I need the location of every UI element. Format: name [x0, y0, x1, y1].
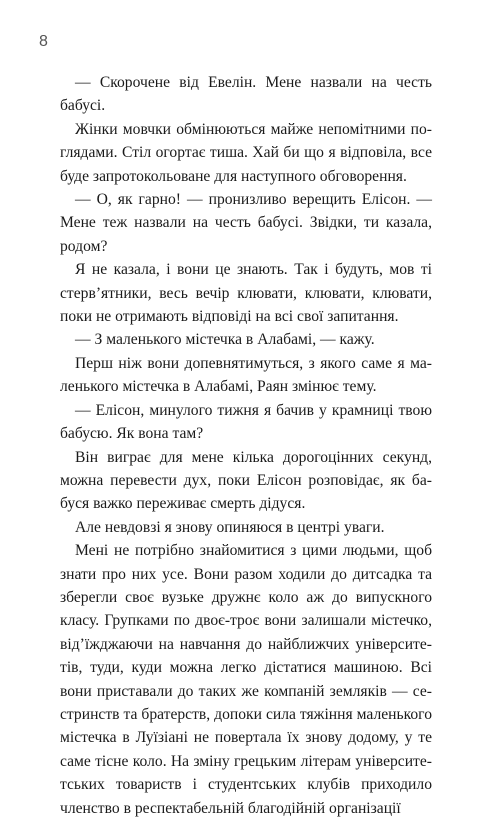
paragraph-9: Але невдовзі я знову опиняюся в центрі уваги. — [75, 518, 385, 536]
paragraph-7: — Елісон, минулого тижня я бачив у крамниці твою бабусю. Як вона там? — [60, 401, 432, 443]
paragraph-8: Він виграє для мене кілька дорогоцінних секунд, можна перевести дух, поки Елісон розповідає, як бабуся важко переживає смерть дідуся. — [60, 448, 432, 513]
paragraph-10: Мені не потрібно знайомитися з цими людьми, щоб знати про них усе. Вони разом ходили до дитсадка та зберегли своє вузьке дружнє коло аж до випускного класу. Групками по двоє-троє вони залишали містечко, від’їжджаючи на навчання до найближчих університетів, туди, куди можна легко дістатися машиною. Всі вони приставали до таких же компаній земляків — сестринств та братерств, допоки сила тяжіння маленького містечка в Луїзіані не повертала їх знову додому, у те саме тісне коло. На зміну грецьким літерам університетських товариств і студентських клубів приходило членство в респектабельній благодійній організації — [60, 542, 432, 817]
paragraph-6: Перш ніж вони допевнятимуться, з якого саме я маленького містечка в Алабамі, Раян змінює тему. — [60, 354, 432, 396]
paragraph-2: Жінки мовчки обмінюються майже непомітними поглядами. Стіл огортає тиша. Хай би що я відповіла, все буде запротокольоване для наступного обговорення. — [60, 120, 432, 185]
paragraph-1: — Скорочене від Евелін. Мене назвали на честь бабусі. — [60, 74, 432, 115]
paragraph-5: — З маленького містечка в Алабамі, — кажу. — [75, 331, 375, 349]
paragraph-3: — О, як гарно! — пронизливо верещить Елісон. — Мене теж назвали на честь бабусі. Звідки, ти казала, родом? — [60, 191, 432, 255]
body-text — [60, 71, 432, 820]
page-number: 8 — [39, 33, 49, 50]
paragraph-4: Я не казала, і вони це знають. Так і будуть, мов ті стерв’ятники, весь вечір клювати, клювати, клювати, поки не отримають відповіді на всі свої запитання. — [60, 261, 432, 326]
